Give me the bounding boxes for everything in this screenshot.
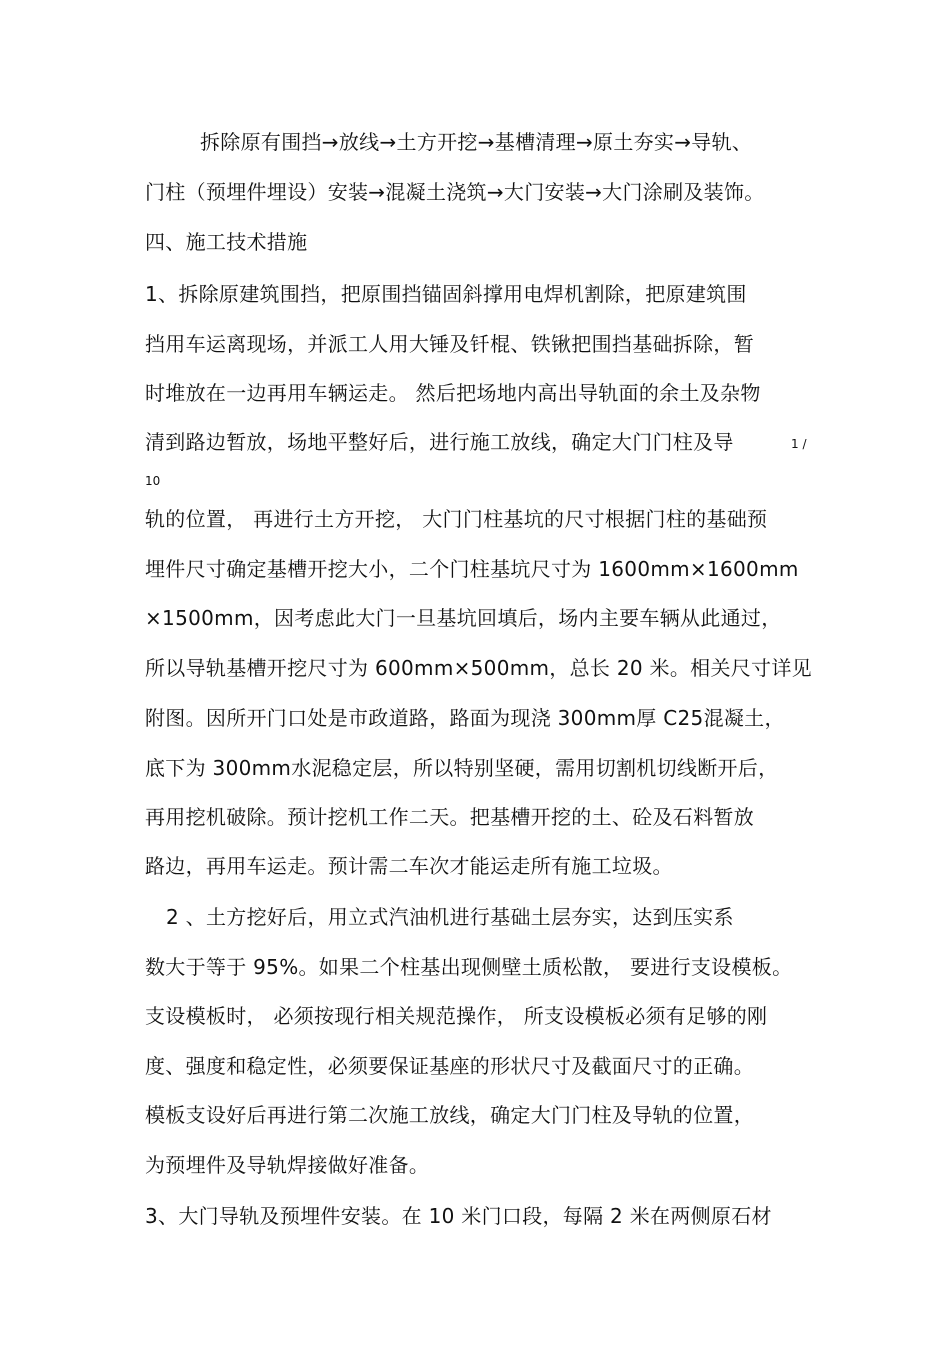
text-line-sequence-2: 门柱（预埋件埋设）安装→混凝土浇筑→大门安装→大门涂刷及装饰。 — [145, 180, 765, 204]
text-line-item-1-h: 所以导轨基槽开挖尺寸为 600mm×500mm，总长 20 米。相关尺寸详见 — [145, 656, 812, 680]
text-line-item-1-k: 再用挖机破除。预计挖机工作二天。把基槽开挖的土、砼及石料暂放 — [145, 805, 754, 829]
text-line-item-1-j: 底下为 300mm水泥稳定层，所以特别坚硬，需用切割机切线断开后， — [145, 756, 779, 780]
page-number-part-b: 10 — [145, 474, 161, 488]
text-line-item-2-c: 支设模板时， 必须按现行相关规范操作， 所支设模板必须有足够的刚 — [145, 1004, 768, 1028]
text-line-item-1-f: 埋件尺寸确定基槽开挖大小，二个门柱基坑尺寸为 1600mm×1600mm — [145, 557, 799, 581]
text-line-item-1-a: 1、拆除原建筑围挡，把原围挡锚固斜撑用电焊机割除，把原建筑围 — [145, 282, 747, 306]
text-line-item-2-f: 为预埋件及导轨焊接做好准备。 — [145, 1153, 430, 1177]
text-line-item-1-d: 清到路边暂放，场地平整好后，进行施工放线，确定大门门柱及导 — [145, 430, 734, 454]
text-line-item-1-e: 轨的位置， 再进行土方开挖， 大门门柱基坑的尺寸根据门柱的基础预 — [145, 507, 768, 531]
text-line-item-1-b: 挡用车运离现场，并派工人用大锤及钎棍、铁锹把围挡基础拆除，暂 — [145, 332, 754, 356]
text-line-item-1-i: 附图。因所开门口处是市政道路，路面为现浇 300mm厚 C25混凝土， — [145, 706, 785, 730]
text-line-item-3-a: 3、大门导轨及预埋件安装。在 10 米门口段，每隔 2 米在两侧原石材 — [145, 1204, 772, 1228]
text-line-item-2-e: 模板支设好后再进行第二次施工放线，确定大门门柱及导轨的位置， — [145, 1103, 754, 1127]
page-number-part-a: 1 / — [791, 437, 807, 451]
text-line-sequence-1: 拆除原有围挡→放线→土方开挖→基槽清理→原土夯实→导轨、 — [200, 130, 753, 154]
text-line-item-1-l: 路边，再用车运走。预计需二车次才能运走所有施工垃圾。 — [145, 854, 673, 878]
text-line-item-2-d: 度、强度和稳定性，必须要保证基座的形状尺寸及截面尺寸的正确。 — [145, 1054, 754, 1078]
text-line-item-1-g: ×1500mm，因考虑此大门一旦基坑回填后，场内主要车辆从此通过， — [145, 606, 782, 630]
text-line-item-2-b: 数大于等于 95%。如果二个柱基出现侧壁土质松散， 要进行支设模板。 — [145, 955, 793, 979]
text-line-item-1-c: 时堆放在一边再用车辆运走。 然后把场地内高出导轨面的余土及杂物 — [145, 381, 761, 405]
text-line-item-2-a: 2 、土方挖好后，用立式汽油机进行基础土层夯实，达到压实系 — [166, 905, 734, 929]
section-heading: 四、施工技术措施 — [145, 230, 308, 254]
